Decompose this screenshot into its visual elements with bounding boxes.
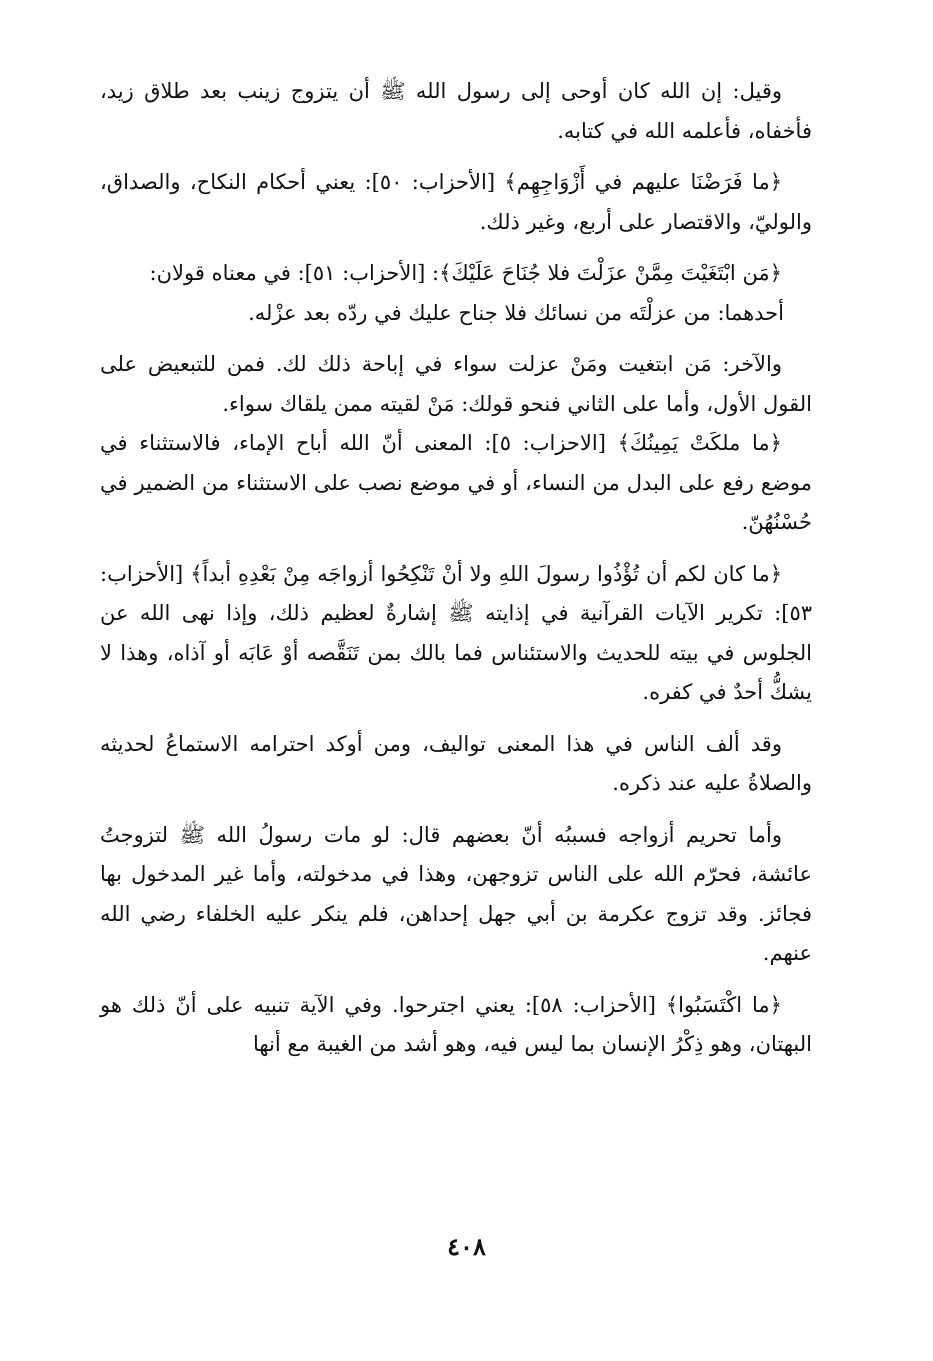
paragraph-7: ﴿ما كان لكم أن تُؤْذُوا رسولَ اللهِ ولا أنْ تَنْكِحُوا أزواجَه مِنْ بَعْدِهِ أبداً﴾ [الأحزاب: ٥٣]: تكرير الآيات القرآنية في إذايته ﷺ إشارةٌ لعظيم ذلك، وإذا نهى الله عن الجلوس في بيته للحديث والاستئناس فما بالك بمن تَنَقَّصه أوْ عَابَه أو آذاه، وهذا لا يشكُّ أحدٌ في كفره. [100, 561, 812, 704]
paragraph-2: ﴿ما فَرَضْنَا عليهم في أَزْوَاجِهِم﴾ [الأحزاب: ٥٠]: يعني أحكام النكاح، والصداق، والوليّ، والاقتصار على أربع، وغير ذلك. [100, 170, 812, 234]
page-number: ٤٠٨ [447, 1232, 486, 1261]
paragraph-5: والآخر: مَن ابتغيت ومَنْ عزلت سواء في إباحة ذلك لك. فمن للتبعيض على القول الأول، وأما على الثاني فنحو قولك: مَنْ لقيته ممن يلقاك سواء. [100, 352, 812, 416]
paragraph-9: وأما تحريم أزواجه فسببُه أنّ بعضهم قال: لو مات رسولُ الله ﷺ لتزوجتُ عائشة، فحرّم الله على الناس تزوجهن، وهذا في مدخولته، وأما غير المدخول بها فجائز. وقد تزوج عكرمة بن أبي جهل إحداهن، فلم ينكر عليه الخلفاء رضي الله عنهم. [100, 822, 812, 965]
paragraph-4: أحدهما: من عزلْتَه من نسائك فلا جناح عليك في ردّه بعد عزْله. [248, 300, 784, 325]
paragraph-10: ﴿ما اكْتَسَبُوا﴾ [الأحزاب: ٥٨]: يعني اجترحوا. وفي الآية تنبيه على أنّ ذلك هو البهتان، وهو ذِكْرُ الإنسان بما ليس فيه، وهو أشد من الغيبة مع أنها [100, 992, 812, 1056]
paragraph-3: ﴿مَن ابْتَغَيْتَ مِمَّنْ عزَلْتَ فلا جُنَاحَ عَلَيْكَ﴾: [الأحزاب: ٥١]: في معناه قولان: [149, 261, 782, 285]
paragraph-8: وقد ألف الناس في هذا المعنى تواليف، ومن أوكد احترامه الاستماعُ لحديثه والصلاةُ عليه عند ذكره. [100, 731, 812, 795]
paragraph-1: وقيل: إن الله كان أوحى إلى رسول الله ﷺ أن يتزوج زينب بعد طلاق زيد، فأخفاه، فأعلمه الله في كتابه. [100, 79, 812, 143]
paragraph-6: ﴿ما ملكَتْ يَمِينُكَ﴾ [الاحزاب: ٥]: المعنى أنّ الله أباح الإماء، فالاستثناء في موضع رفع على البدل من النساء، أو في موضع نصب على الاستثناء من الضمير في حُسْنُهُنّ. [100, 431, 812, 534]
page-body [100, 72, 812, 1065]
